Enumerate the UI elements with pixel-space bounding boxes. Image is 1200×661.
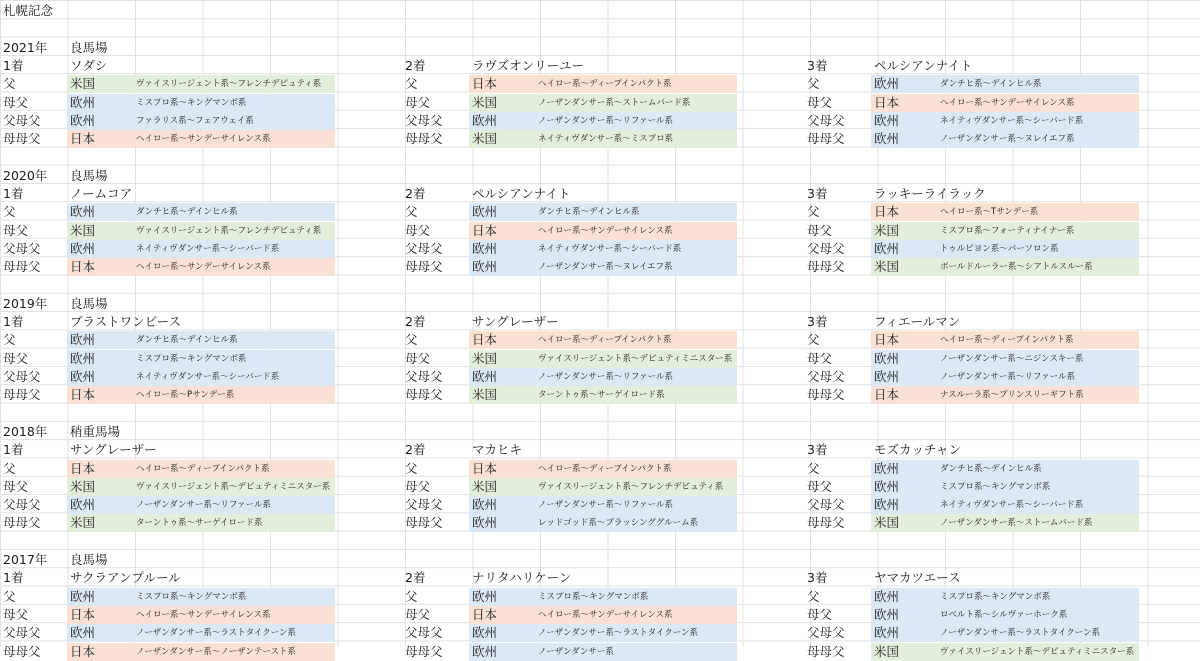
pedigree-relation: 父母父 bbox=[3, 112, 41, 128]
lineage-cell: ターントゥ系〜サーゲイロード系 bbox=[136, 518, 263, 529]
horse-name: モズカッチャン bbox=[874, 442, 962, 458]
finish-position: 2着 bbox=[405, 570, 426, 586]
region-cell: 日本 bbox=[472, 332, 498, 348]
pedigree-relation: 母母父 bbox=[3, 259, 41, 275]
pedigree-relation: 母父 bbox=[405, 222, 431, 238]
pedigree-relation: 父母父 bbox=[807, 112, 845, 128]
lineage-cell: ヴァイスリージェント系〜フレンチデピュティ系 bbox=[136, 225, 322, 236]
region-cell: 米国 bbox=[472, 387, 498, 403]
lineage-cell: ヴァイスリージェント系〜フレンチデピュティ系 bbox=[136, 79, 322, 90]
region-cell: 欧州 bbox=[70, 497, 96, 513]
year-label: 2018年 bbox=[3, 423, 48, 439]
pedigree-relation: 父母父 bbox=[405, 112, 443, 128]
lineage-cell: ミスプロ系〜キングマンボ系 bbox=[136, 591, 247, 602]
pedigree-relation: 父母父 bbox=[405, 240, 443, 256]
horse-name: ラッキーライラック bbox=[874, 186, 986, 201]
region-cell: 日本 bbox=[472, 76, 498, 92]
region-cell: 日本 bbox=[472, 460, 498, 476]
lineage-cell: ノーザンダンサー系〜ニジンスキー系 bbox=[940, 353, 1084, 364]
lineage-cell: ノーザンダンサー系 bbox=[538, 646, 614, 657]
lineage-cell: ヘイロー系〜ディープインパクト系 bbox=[136, 463, 270, 474]
region-cell: 日本 bbox=[70, 387, 96, 403]
pedigree-relation: 母父 bbox=[405, 606, 431, 622]
track-condition: 良馬場 bbox=[70, 39, 108, 55]
region-cell: 欧州 bbox=[70, 332, 96, 348]
lineage-cell: ヘイロー系〜Pサンデー系 bbox=[136, 390, 235, 401]
region-cell: 日本 bbox=[472, 222, 498, 238]
lineage-cell: ダンチヒ系〜デインヒル系 bbox=[136, 335, 238, 346]
lineage-cell: ノーザンダンサー系〜ストームバード系 bbox=[940, 518, 1093, 529]
pedigree-relation: 父母父 bbox=[405, 497, 443, 513]
region-cell: 米国 bbox=[472, 94, 498, 110]
pedigree-relation: 父母父 bbox=[405, 625, 443, 641]
track-condition: 稍重馬場 bbox=[70, 423, 121, 439]
track-condition: 良馬場 bbox=[70, 295, 108, 311]
region-cell: 米国 bbox=[874, 259, 900, 275]
region-cell: 日本 bbox=[874, 332, 900, 348]
finish-position: 1着 bbox=[3, 570, 24, 586]
region-cell: 欧州 bbox=[472, 204, 498, 220]
lineage-cell: ノーザンダンサー系〜リファール系 bbox=[538, 372, 673, 382]
lineage-cell: ダンチヒ系〜デインヒル系 bbox=[136, 207, 238, 218]
region-cell: 欧州 bbox=[472, 497, 498, 513]
region-cell: 日本 bbox=[472, 606, 498, 622]
pedigree-relation: 父 bbox=[3, 76, 16, 92]
lineage-cell: ヘイロー系〜サンデーサイレンス系 bbox=[940, 97, 1075, 108]
pedigree-relation: 父 bbox=[3, 460, 16, 476]
pedigree-relation: 父 bbox=[3, 332, 16, 348]
region-cell: 米国 bbox=[874, 222, 900, 238]
region-cell: 欧州 bbox=[874, 350, 900, 366]
lineage-cell: ネイティヴダンサー系〜シーバード系 bbox=[136, 243, 280, 254]
pedigree-relation: 父 bbox=[3, 588, 16, 604]
track-condition: 良馬場 bbox=[70, 167, 108, 183]
pedigree-relation: 母父 bbox=[3, 222, 29, 238]
pedigree-relation: 父母父 bbox=[807, 240, 845, 256]
pedigree-relation: 母母父 bbox=[3, 131, 41, 147]
region-cell: 欧州 bbox=[874, 588, 900, 604]
region-cell: 欧州 bbox=[472, 625, 498, 641]
lineage-cell: ヘイロー系〜ディープインパクト系 bbox=[940, 335, 1074, 346]
lineage-cell: ヘイロー系〜Tサンデー系 bbox=[940, 207, 1039, 218]
region-cell: 日本 bbox=[70, 460, 96, 476]
pedigree-relation: 父母父 bbox=[405, 369, 443, 384]
horse-name: ペルシアンナイト bbox=[472, 186, 571, 201]
lineage-cell: ノーザンダンサー系〜リファール系 bbox=[538, 115, 673, 126]
pedigree-relation: 父母父 bbox=[807, 625, 845, 641]
region-cell: 欧州 bbox=[70, 94, 96, 110]
finish-position: 3着 bbox=[807, 186, 828, 201]
horse-name: サクラアンプルール bbox=[70, 570, 181, 586]
region-cell: 欧州 bbox=[70, 112, 96, 128]
lineage-cell: ダンチヒ系〜デインヒル系 bbox=[940, 79, 1042, 90]
horse-name: マカヒキ bbox=[472, 442, 523, 458]
region-cell: 日本 bbox=[874, 94, 900, 110]
region-cell: 欧州 bbox=[874, 369, 900, 384]
lineage-cell: ヘイロー系〜サンデーサイレンス系 bbox=[136, 134, 271, 145]
lineage-cell: ヘイロー系〜ディープインパクト系 bbox=[538, 335, 672, 346]
lineage-cell: ヘイロー系〜ディープインパクト系 bbox=[538, 79, 672, 90]
region-cell: 欧州 bbox=[472, 515, 498, 531]
region-cell: 米国 bbox=[874, 515, 900, 531]
lineage-cell: ミスプロ系〜フォーティナイナー系 bbox=[940, 225, 1075, 236]
lineage-cell: ヴァイスリージェント系〜デピュティミニスター系 bbox=[136, 481, 331, 492]
lineage-cell: ヘイロー系〜ディープインパクト系 bbox=[538, 463, 672, 474]
finish-position: 3着 bbox=[807, 57, 828, 73]
region-cell: 日本 bbox=[70, 643, 96, 659]
pedigree-relation: 父 bbox=[807, 588, 820, 604]
pedigree-relation: 父母父 bbox=[3, 497, 41, 513]
pedigree-relation: 母母父 bbox=[807, 515, 845, 531]
region-cell: 欧州 bbox=[874, 112, 900, 128]
lineage-cell: ノーザンダンサー系〜ラストタイクーン系 bbox=[538, 628, 699, 639]
pedigree-relation: 母母父 bbox=[3, 387, 41, 403]
lineage-cell: ノーザンダンサー系〜ラストタイクーン系 bbox=[940, 628, 1101, 639]
year-label: 2017年 bbox=[3, 552, 48, 567]
finish-position: 2着 bbox=[405, 314, 426, 330]
finish-position: 3着 bbox=[807, 570, 828, 586]
pedigree-relation: 母父 bbox=[3, 94, 29, 110]
year-label: 2021年 bbox=[3, 39, 48, 55]
pedigree-relation: 母父 bbox=[405, 478, 431, 494]
pedigree-relation: 母母父 bbox=[3, 643, 41, 659]
region-cell: 欧州 bbox=[70, 588, 96, 604]
pedigree-relation: 母母父 bbox=[807, 643, 845, 659]
pedigree-relation: 母母父 bbox=[3, 515, 41, 531]
finish-position: 3着 bbox=[807, 314, 828, 330]
region-cell: 欧州 bbox=[70, 625, 96, 641]
pedigree-relation: 母父 bbox=[807, 94, 833, 110]
pedigree-relation: 父 bbox=[405, 332, 418, 348]
region-cell: 欧州 bbox=[472, 259, 498, 275]
region-cell: 欧州 bbox=[874, 625, 900, 641]
lineage-cell: ターントゥ系〜サーゲイロード系 bbox=[538, 390, 665, 401]
region-cell: 欧州 bbox=[874, 131, 900, 147]
region-cell: 欧州 bbox=[874, 460, 900, 476]
lineage-cell: ダンチヒ系〜デインヒル系 bbox=[940, 463, 1042, 474]
region-cell: 欧州 bbox=[70, 204, 96, 220]
pedigree-relation: 母父 bbox=[3, 350, 29, 366]
lineage-cell: ファラリス系〜フェアウェイ系 bbox=[136, 115, 254, 126]
region-cell: 米国 bbox=[472, 131, 498, 147]
pedigree-relation: 母母父 bbox=[405, 259, 443, 275]
lineage-cell: ネイティヴダンサー系〜シーバード系 bbox=[136, 372, 280, 382]
horse-name: サングレーザー bbox=[472, 314, 559, 330]
lineage-cell: ミスプロ系〜キングマンボ系 bbox=[940, 591, 1051, 602]
lineage-cell: ネイティヴダンサー系〜シーバード系 bbox=[940, 115, 1084, 126]
lineage-cell: ヴァイスリージェント系〜デピュティミニスター系 bbox=[538, 353, 733, 364]
lineage-cell: ヘイロー系〜サンデーサイレンス系 bbox=[538, 609, 673, 620]
finish-position: 2着 bbox=[405, 442, 426, 458]
lineage-cell: ネイティヴダンサー系〜シーバード系 bbox=[940, 500, 1084, 511]
horse-name: ペルシアンナイト bbox=[874, 57, 973, 73]
lineage-cell: ノーザンダンサー系〜ヌレイエフ系 bbox=[538, 262, 673, 273]
region-cell: 米国 bbox=[70, 222, 96, 238]
lineage-cell: ナスルーラ系〜プリンスリーギフト系 bbox=[940, 390, 1084, 401]
pedigree-relation: 父 bbox=[405, 460, 418, 476]
lineage-cell: ミスプロ系〜キングマンボ系 bbox=[538, 591, 649, 602]
horse-name: ブラストワンピース bbox=[70, 314, 182, 330]
region-cell: 日本 bbox=[70, 259, 96, 275]
horse-name: ノームコア bbox=[70, 186, 133, 201]
lineage-cell: ミスプロ系〜キングマンボ系 bbox=[136, 97, 247, 108]
lineage-cell: ヴァイスリージェント系〜デピュティミニスター系 bbox=[940, 646, 1135, 657]
lineage-cell: ミスプロ系〜キングマンボ系 bbox=[940, 481, 1051, 492]
finish-position: 1着 bbox=[3, 186, 24, 201]
region-cell: 日本 bbox=[70, 606, 96, 622]
region-cell: 欧州 bbox=[472, 369, 498, 384]
pedigree-relation: 母母父 bbox=[405, 387, 443, 403]
pedigree-relation: 父 bbox=[807, 76, 820, 92]
lineage-cell: ヘイロー系〜サンデーサイレンス系 bbox=[538, 225, 673, 236]
pedigree-relation: 父 bbox=[807, 460, 820, 476]
region-cell: 米国 bbox=[70, 478, 96, 494]
pedigree-relation: 母母父 bbox=[405, 643, 443, 659]
lineage-cell: ダンチヒ系〜デインヒル系 bbox=[538, 207, 640, 218]
pedigree-relation: 母父 bbox=[807, 606, 833, 622]
year-label: 2020年 bbox=[3, 167, 48, 183]
pedigree-relation: 母母父 bbox=[807, 387, 845, 403]
pedigree-relation: 母父 bbox=[807, 222, 833, 238]
pedigree-relation: 父 bbox=[405, 76, 418, 92]
lineage-cell: ノーザンダンサー系〜リファール系 bbox=[940, 372, 1075, 382]
region-cell: 欧州 bbox=[472, 588, 498, 604]
region-cell: 米国 bbox=[472, 478, 498, 494]
region-cell: 欧州 bbox=[70, 369, 96, 384]
region-cell: 欧州 bbox=[472, 240, 498, 256]
pedigree-relation: 父母父 bbox=[3, 625, 41, 641]
region-cell: 欧州 bbox=[70, 350, 96, 366]
lineage-cell: ヘイロー系〜サンデーサイレンス系 bbox=[136, 262, 271, 273]
finish-position: 2着 bbox=[405, 57, 426, 73]
horse-name: フィエールマン bbox=[874, 314, 961, 330]
pedigree-relation: 父 bbox=[3, 204, 16, 220]
lineage-cell: ロベルト系〜シルヴァーホーク系 bbox=[940, 609, 1068, 620]
region-cell: 米国 bbox=[70, 76, 96, 92]
lineage-cell: ミスプロ系〜キングマンボ系 bbox=[136, 353, 247, 364]
region-cell: 米国 bbox=[874, 643, 900, 659]
region-cell: 米国 bbox=[70, 515, 96, 531]
region-cell: 欧州 bbox=[472, 112, 498, 128]
lineage-cell: ネイティヴダンサー系〜シーバード系 bbox=[538, 243, 682, 254]
region-cell: 欧州 bbox=[70, 240, 96, 256]
pedigree-relation: 母父 bbox=[3, 606, 29, 622]
horse-name: ヤマカツエース bbox=[874, 570, 961, 586]
pedigree-relation: 母父 bbox=[807, 350, 833, 366]
lineage-cell: ノーザンダンサー系〜ラストタイクーン系 bbox=[136, 628, 297, 639]
pedigree-relation: 母父 bbox=[3, 478, 29, 494]
track-condition: 良馬場 bbox=[70, 552, 108, 567]
horse-name: ソダシ bbox=[70, 57, 108, 73]
pedigree-relation: 父母父 bbox=[3, 369, 41, 384]
pedigree-relation: 母父 bbox=[405, 94, 431, 110]
pedigree-relation: 父 bbox=[405, 588, 418, 604]
lineage-cell: ノーザンダンサー系〜ヌレイエフ系 bbox=[940, 134, 1075, 145]
region-cell: 欧州 bbox=[874, 240, 900, 256]
region-cell: 日本 bbox=[70, 131, 96, 147]
pedigree-relation: 父母父 bbox=[807, 369, 845, 384]
finish-position: 1着 bbox=[3, 57, 24, 73]
pedigree-relation: 母母父 bbox=[807, 131, 845, 147]
lineage-cell: レッドゴッド系〜ブラッシンググルーム系 bbox=[538, 518, 699, 529]
lineage-cell: ノーザンダンサー系〜リファール系 bbox=[136, 500, 271, 511]
region-cell: 欧州 bbox=[874, 606, 900, 622]
finish-position: 1着 bbox=[3, 442, 24, 458]
region-cell: 欧州 bbox=[874, 497, 900, 513]
pedigree-relation: 父母父 bbox=[807, 497, 845, 513]
pedigree-relation: 父 bbox=[807, 204, 820, 220]
lineage-cell: ヘイロー系〜サンデーサイレンス系 bbox=[136, 609, 271, 620]
horse-name: ナリタハリケーン bbox=[472, 570, 572, 586]
lineage-cell: ノーザンダンサー系〜リファール系 bbox=[538, 500, 673, 511]
region-cell: 欧州 bbox=[874, 478, 900, 494]
finish-position: 1着 bbox=[3, 314, 24, 330]
pedigree-relation: 父 bbox=[405, 204, 418, 220]
lineage-cell: ヴァイスリージェント系〜フレンチデピュティ系 bbox=[538, 481, 724, 492]
horse-name: ラヴズオンリーユー bbox=[472, 57, 585, 73]
region-cell: 欧州 bbox=[874, 76, 900, 92]
finish-position: 3着 bbox=[807, 442, 828, 458]
sheet-title: 札幌記念 bbox=[3, 3, 54, 18]
pedigree-relation: 父 bbox=[807, 332, 820, 348]
region-cell: 日本 bbox=[874, 387, 900, 403]
year-label: 2019年 bbox=[3, 295, 48, 311]
lineage-cell: ネイティヴダンサー系〜ミスプロ系 bbox=[538, 134, 674, 145]
pedigree-relation: 母母父 bbox=[807, 259, 845, 275]
lineage-cell: ノーザンダンサー系〜ノーザンテースト系 bbox=[136, 646, 296, 657]
region-cell: 日本 bbox=[874, 204, 900, 220]
pedigree-relation: 母母父 bbox=[405, 131, 443, 147]
finish-position: 2着 bbox=[405, 186, 426, 201]
lineage-cell: ボールドルーラー系〜シアトルスルー系 bbox=[940, 262, 1093, 273]
pedigree-relation: 父母父 bbox=[3, 240, 41, 256]
pedigree-relation: 母母父 bbox=[405, 515, 443, 531]
lineage-cell: トゥルビヨン系〜パーソロン系 bbox=[940, 243, 1059, 254]
horse-name: サングレーザー bbox=[70, 442, 157, 458]
region-cell: 欧州 bbox=[472, 643, 498, 659]
region-cell: 米国 bbox=[472, 350, 498, 366]
pedigree-relation: 母父 bbox=[405, 350, 431, 366]
lineage-cell: ノーザンダンサー系〜ストームバード系 bbox=[538, 97, 691, 108]
pedigree-relation: 母父 bbox=[807, 478, 833, 494]
